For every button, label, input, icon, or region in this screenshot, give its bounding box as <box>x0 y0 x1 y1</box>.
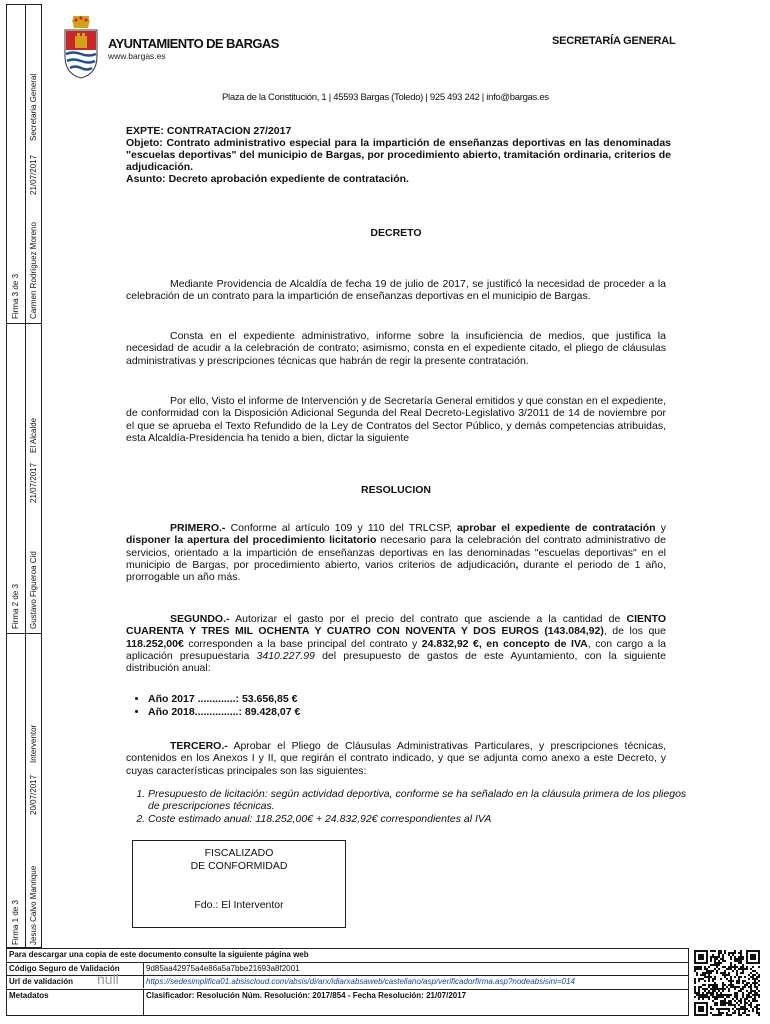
tercero-text: Aprobar el Pliego de Cláusulas Administrativas Particulares, y prescripciones técnicas, contenidos en los Anexos I y II, que regirán el contrato indicado, y que se adjunta como anexo a este Decreto, y cuyas características principales son las siguientes: <box>126 740 666 777</box>
signature-role: Interventor <box>29 724 38 763</box>
organization-address: Plaza de la Constitución, 1 | 45593 Bargas (Toledo) | 925 493 242 | info@bargas.es <box>222 92 549 103</box>
list-item: 1. Presupuesto de licitación: según actividad deportiva, conforme se ha señalado en la cláusula primera de los pliegos de prescripciones técnicas. <box>148 788 688 813</box>
organization-url[interactable]: www.bargas.es <box>108 51 166 61</box>
stamp-line: DE CONFORMIDAD <box>190 860 288 872</box>
segundo-text: Autorizar el gasto por el precio del contrato que asciende a la cantidad de <box>229 613 627 625</box>
primero-text: y <box>655 522 666 534</box>
primero-label: PRIMERO.- <box>170 522 226 534</box>
csv-value: 9d85aa42975a4e86a5a7bbe21693a8f2001 <box>146 964 300 973</box>
signature-column <box>6 4 42 948</box>
list-item: • Año 2018...............: 89.428,07 € <box>148 706 300 719</box>
asunto-text: Asunto: Decreto aprobación expediente de contratación. <box>126 173 409 185</box>
resolucion-title: RESOLUCION <box>360 484 431 496</box>
footer-cell-divider <box>143 963 144 975</box>
signature-role: Secretaria General <box>29 73 38 141</box>
primero-text: durante el periodo de 1 año, prorrogable un año más. <box>126 558 666 584</box>
download-note: Para descargar una copia de este documento consulte la siguiente página web <box>9 950 309 959</box>
validation-url-link[interactable]: https://sedesimplifica01.absiscloud.com/absis/di/arx/idiarxabsaweb/castellano/asp/verificadorfirma.asp?nodeabsisini=014 <box>146 977 575 986</box>
segundo-italic: 3410.227.99 <box>256 649 315 662</box>
segundo-bold: 24.832,92 €, en concepto de IVA <box>421 637 588 650</box>
objeto-text: Objeto: Contrato administrativo especial para la impartición de enseñanzas deportivas en las denominadas "escuelas deportivas" del municipio de Bargas, por procedimiento abierto, tramitación ordinaria, criterios de adjudicación. <box>126 137 671 173</box>
list-item: 2. Coste estimado anual: 118.252,00€ + 24.832,92€ correspondientes al IVA <box>148 813 688 825</box>
document-heading <box>126 125 671 185</box>
list-item: • Año 2017 .............: 53.656,85 € <box>148 693 300 706</box>
primero-bold: disponer la apertura del procedimiento licitatorio <box>126 534 377 547</box>
contract-features-list <box>126 788 688 825</box>
signature-firma-label: Firma 1 de 3 <box>11 900 20 945</box>
signature-date: 21/07/2017 <box>29 462 38 503</box>
metadata-label: Metadatos <box>9 991 49 1000</box>
stamp-text <box>133 847 345 873</box>
signature-signer-name: Gustavo Figueroa Cid <box>29 551 38 629</box>
signature-firma-label: Firma 3 de 3 <box>11 274 20 319</box>
signature-date: 21/07/2017 <box>29 154 38 195</box>
organization-name: AYUNTAMIENTO DE BARGAS <box>108 36 279 51</box>
null-watermark: null <box>97 971 119 987</box>
paragraph-segundo <box>126 613 666 674</box>
segundo-bold: 118.252,00€ <box>126 637 184 650</box>
paragraph-por-ello: Por ello, Visto el informe de Intervención y de Secretaría General emitidos y que constan en el expediente, de conformidad con la Disposición Adicional Segunda del Real Decreto-Legislativo 3/2011 de 14 de noviembre por el que se aprueba el Texto Refundido de la Ley de Contratos del Sector Público, y demás competencias atribuidas, esta Alcaldía-Presidencia ha tenido a bien, dictar la siguiente <box>126 395 666 444</box>
department-name: SECRETARÍA GENERAL <box>552 35 676 47</box>
signature-date: 20/07/2017 <box>29 774 38 815</box>
segundo-label: SEGUNDO.- <box>170 613 230 625</box>
csv-label: Código Seguro de Validación <box>9 964 120 973</box>
segundo-text: , con cargo a la aplicación presupuestaria <box>126 637 666 662</box>
footer-row <box>7 989 688 1016</box>
stamp-signature-line: Fdo.: El Interventor <box>194 899 284 911</box>
paragraph-providencia: Mediante Providencia de Alcaldía de fecha 19 de julio de 2017, se justificó la necesidad de proceder a la celebración de un contrato para la impartición de enseñanzas deportivas en el municipio de Bargas. <box>126 278 666 303</box>
signature-column-divider <box>25 5 26 947</box>
paragraph-consta: Consta en el expediente administrativo, informe sobre la insuficiencia de medios, que justifica la necesidad de acudir a la celebración de contrato; asimismo, consta en el expediente citado, el pliego de cláusulas administrativas y prescripciones técnicas que habrán de regir la presente contratación. <box>126 330 666 367</box>
signature-signer-name: Jesus Calvo Manrique <box>29 865 38 945</box>
signature-separator <box>7 323 41 324</box>
stamp-line: FISCALIZADO <box>204 847 274 859</box>
segundo-bold: CIENTO CUARENTA Y TRES MIL OCHENTA Y CUATRO CON NOVENTA Y DOS EUROS (143.084,92) <box>126 613 666 638</box>
annual-distribution-list <box>126 693 300 719</box>
fiscalizado-stamp <box>132 840 346 928</box>
metadata-value: Clasificador: Resolución Núm. Resolución: 2017/854 - Fecha Resolución: 21/07/2017 <box>146 991 467 1000</box>
segundo-text: del presupuesto de gastos de este Ayuntamiento, con la siguiente distribución anual: <box>126 649 666 675</box>
footer-cell-divider <box>143 990 144 1016</box>
signature-firma-label: Firma 2 de 3 <box>11 584 20 629</box>
url-label: Url de validación <box>9 977 74 986</box>
primero-bold: , <box>515 558 519 571</box>
expediente-number: EXPTE: CONTRATACION 27/2017 <box>126 125 292 137</box>
coat-of-arms-icon <box>62 16 100 80</box>
primero-text: necesario para la celebración del contrato administrativo de servicios, orientado a la impartición de enseñanzas deportivas en las denominadas "escuelas deportivas" en el municipio de Bargas, por procedimiento abierto, varios criterios de adjudicación <box>126 534 666 571</box>
paragraph-tercero <box>126 740 666 777</box>
tercero-label: TERCERO.- <box>170 740 228 752</box>
footer-cell-divider <box>143 976 144 988</box>
paragraph-primero <box>126 522 666 583</box>
primero-bold: aprobar el expediente de contratación <box>456 522 656 534</box>
signature-signer-name: Carmen Rodríguez Moreno <box>29 222 38 319</box>
segundo-text: , de los que <box>603 625 666 638</box>
signature-role: El Alcalde <box>29 417 38 453</box>
segundo-text: corresponden a la base principal del contrato y <box>183 637 422 650</box>
primero-text: Conforme al artículo 109 y 110 del TRLCSP, <box>225 522 457 534</box>
validation-footer <box>6 948 689 1016</box>
decreto-title: DECRETO <box>370 227 422 239</box>
qr-code-icon[interactable] <box>690 948 764 1020</box>
signature-separator <box>7 633 41 634</box>
